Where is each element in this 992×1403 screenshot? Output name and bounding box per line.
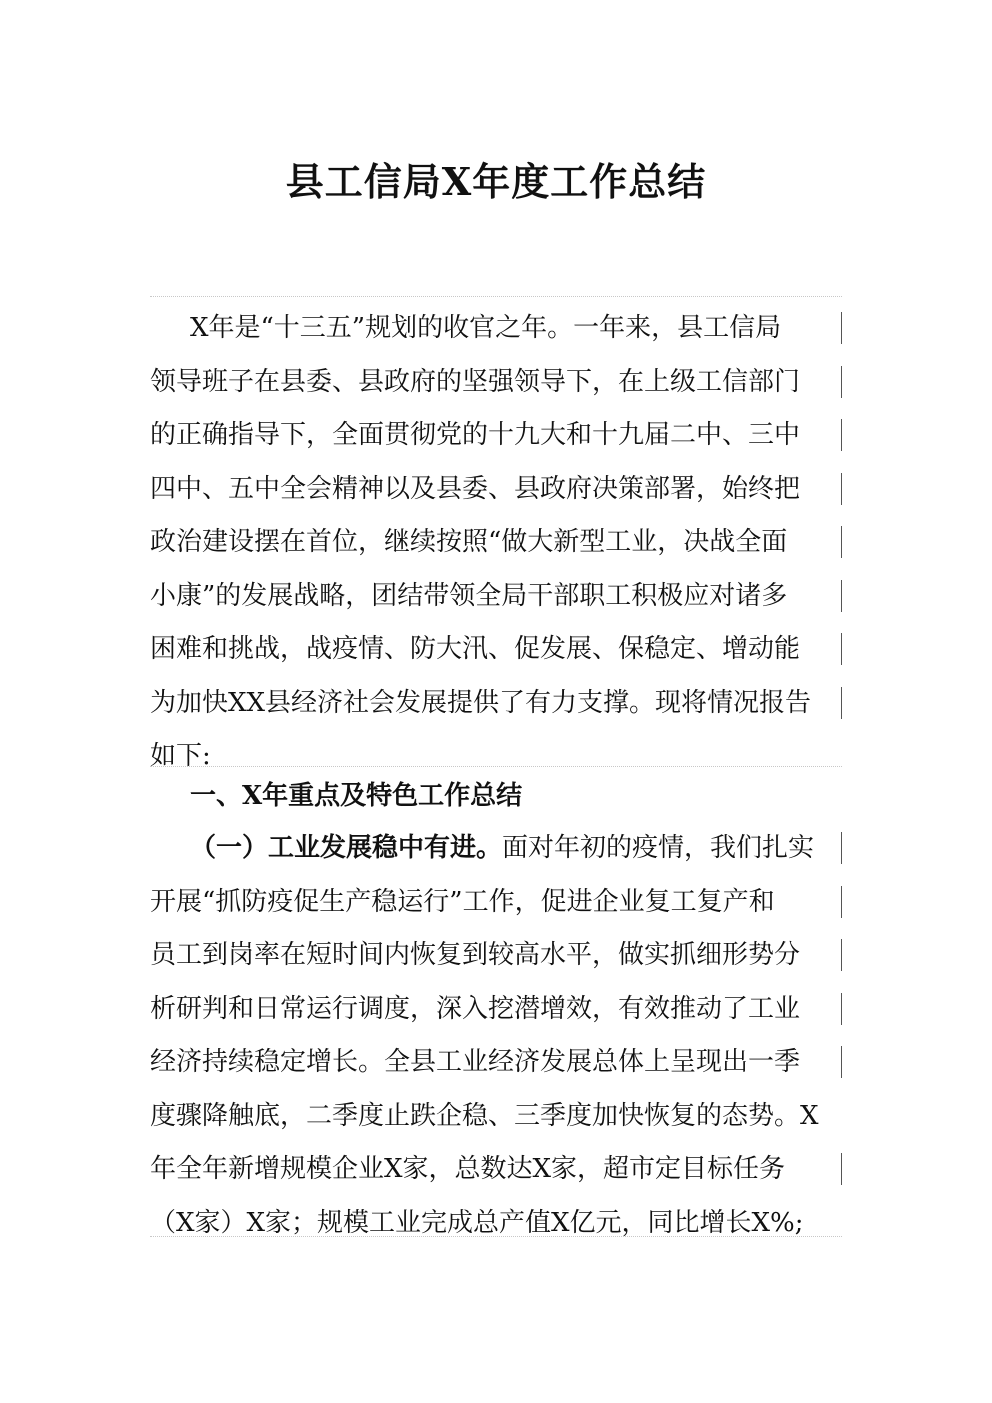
- intro-line: 领导班子在县委、县政府的坚强领导下，在上级工信部门: [150, 356, 842, 410]
- subsection-line: 经济持续稳定增长。全县工业经济发展总体上呈现出一季: [150, 1036, 842, 1090]
- page-title: 县工信局X年度工作总结: [285, 159, 707, 204]
- section-1: [150, 770, 842, 824]
- intro-paragraph: [150, 302, 842, 784]
- intro-line: 政治建设摆在首位，继续按照“做大新型工业，决战全面: [150, 516, 842, 570]
- subsection-1-paragraph: [150, 822, 842, 1250]
- intro-line: 四中、五中全会精神以及县委、县政府决策部署，始终把: [150, 463, 842, 517]
- subsection-line: 年全年新增规模企业X家，总数达X家，超市定目标任务: [150, 1143, 842, 1197]
- subsection-line: [150, 822, 842, 876]
- subsection-line: （X家）X家；规模工业完成总产值X亿元，同比增长X%;: [150, 1207, 804, 1238]
- subsection-line: 度骤降触底，二季度止跌企稳、三季度加快恢复的态势。X: [150, 1100, 819, 1131]
- intro-line: 如下:: [150, 741, 211, 771]
- intro-line: 小康”的发展战略，团结带领全局干部职工积极应对诸多: [150, 570, 842, 624]
- subsection-line: 员工到岗率在短时间内恢复到较高水平，做实抓细形势分: [150, 929, 842, 983]
- intro-line: 的正确指导下，全面贯彻党的十九大和十九届二中、三中: [150, 409, 842, 463]
- section-heading: 一、X年重点及特色工作总结: [190, 781, 523, 811]
- subsection-text: 面对年初的疫情，我们扎实: [502, 833, 815, 863]
- bottom-divider: [150, 1236, 842, 1237]
- top-divider: [150, 296, 842, 297]
- subsection-line: 析研判和日常运行调度，深入挖潜增效，有效推动了工业: [150, 983, 842, 1037]
- intro-line: 为加快XX县经济社会发展提供了有力支撑。现将情况报告: [150, 677, 842, 731]
- subsection-lead: （一）工业发展稳中有进。: [190, 833, 503, 863]
- intro-divider: [150, 766, 842, 767]
- subsection-line: 开展“抓防疫促生产稳运行”工作，促进企业复工复产和: [150, 876, 842, 930]
- intro-line: X年是“十三五”规划的收官之年。一年来，县工信局: [150, 302, 842, 356]
- intro-line: 困难和挑战，战疫情、防大汛、促发展、保稳定、增动能: [150, 623, 842, 677]
